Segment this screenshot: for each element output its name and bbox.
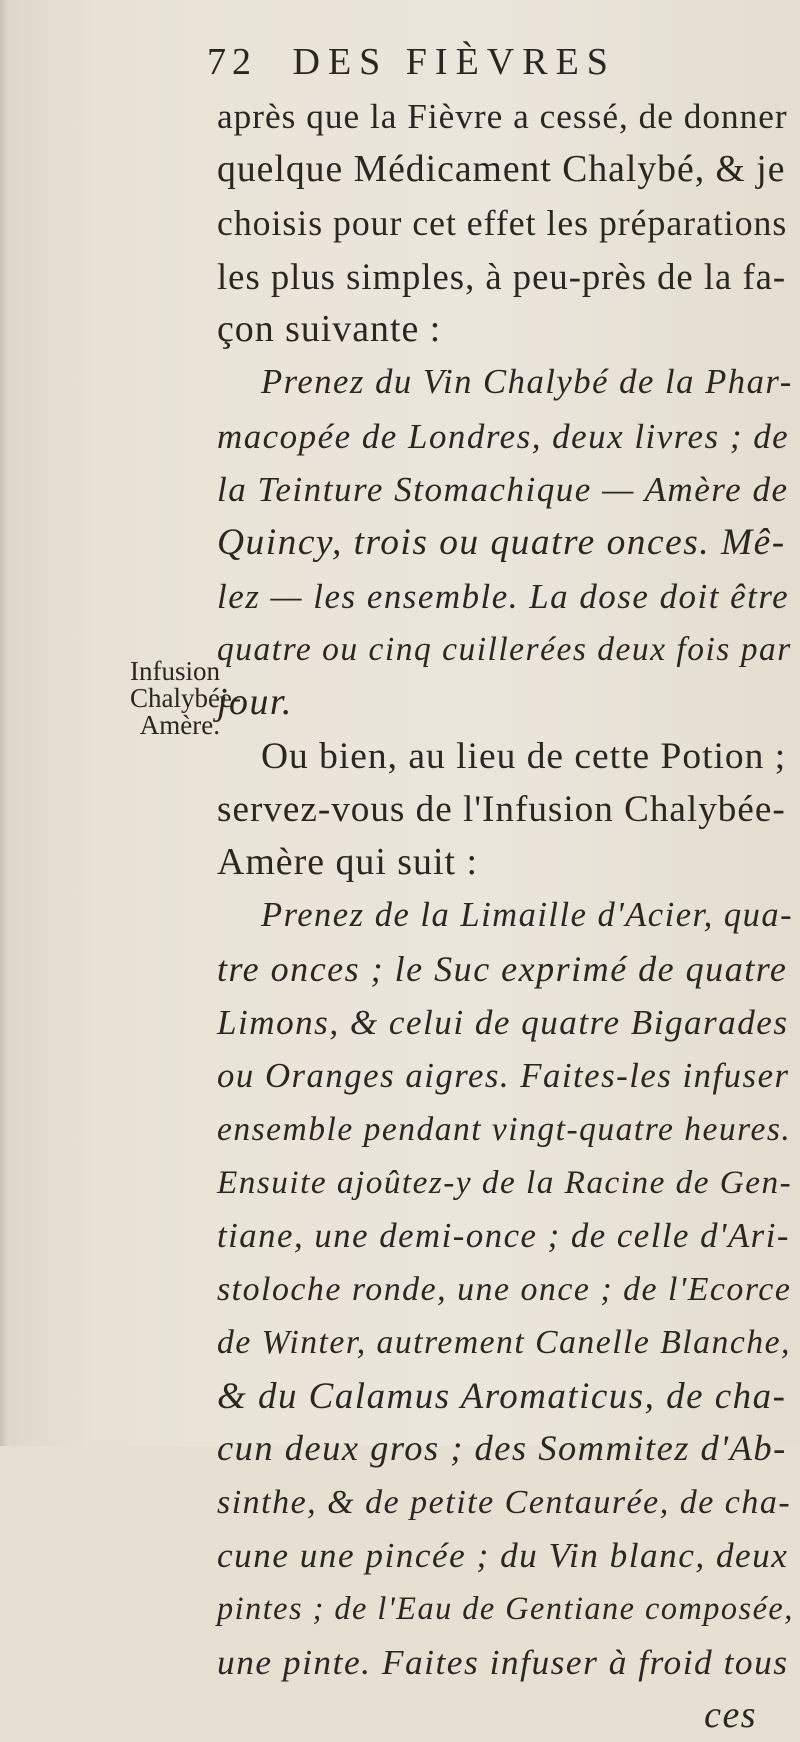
text-line: quatre ou cinq cuillerées deux fois par: [217, 630, 792, 668]
text-line: lez — les ensemble. La dose doit être: [217, 576, 790, 616]
text-line: ensemble pendant vingt-quatre heures.: [217, 1110, 792, 1148]
text-line: quelque Médicament Chalybé, & je: [217, 148, 786, 191]
running-head: DES FIÈVRES: [292, 41, 616, 83]
text-line: cun deux gros ; des Sommitez d'Ab-: [217, 1428, 787, 1469]
margin-note-line: Infusion: [130, 656, 220, 686]
text-line: & du Calamus Aromaticus, de cha-: [217, 1375, 787, 1417]
text-line: stoloche ronde, une once ; de l'Ecorce: [217, 1270, 792, 1308]
text-line: cune une pincée ; du Vin blanc, deux: [217, 1536, 789, 1576]
text-line: tre onces ; le Suc exprimé de quatre: [217, 948, 788, 989]
text-line: la Teinture Stomachique — Amère de: [217, 470, 789, 510]
margin-note: [130, 656, 241, 740]
text-line: Prenez du Vin Chalybé de la Phar-: [261, 363, 793, 402]
text-line: macopée de Londres, deux livres ; de: [217, 416, 790, 456]
page-header: [207, 40, 767, 84]
page-gutter: [0, 0, 10, 1446]
page-number: 72: [207, 41, 257, 83]
text-line: sinthe, & de petite Centaurée, de cha-: [217, 1483, 792, 1521]
body-text: [217, 90, 794, 1742]
text-line: Ensuite ajoûtez-y de la Racine de Gen-: [217, 1163, 793, 1201]
text-line: de Winter, autrement Canelle Blanche,: [217, 1323, 791, 1361]
text-line: les plus simples, à peu-près de la fa-: [217, 255, 787, 297]
text-line: Amère qui suit :: [217, 841, 478, 884]
catchword: ces: [704, 1693, 757, 1736]
text-line: après que la Fièvre a cessé, de donner: [217, 97, 788, 136]
text-line: Ou bien, au lieu de cette Potion ;: [261, 735, 787, 777]
margin-note-line: Amère.: [139, 710, 220, 740]
margin-note-line: Chalybée-: [130, 683, 241, 713]
text-line: servez-vous de l'Infusion Chalybée-: [217, 788, 786, 830]
text-line: Quincy, trois ou quatre onces. Mê-: [217, 522, 786, 564]
text-line: pintes ; de l'Eau de Gentiane composée,: [217, 1590, 794, 1627]
text-line: jour.: [217, 681, 293, 724]
text-line: ou Oranges aigres. Faites-les infuser: [217, 1056, 790, 1096]
text-line: tiane, une demi-once ; de celle d'Ari-: [217, 1216, 790, 1256]
text-line: Limons, & celui de quatre Bigarades: [217, 1003, 789, 1043]
text-line: Prenez de la Limaille d'Acier, qua-: [261, 896, 794, 935]
text-line: une pinte. Faites infuser à froid tous: [217, 1641, 789, 1682]
text-line: choisis pour cet effet les préparations: [217, 202, 788, 243]
text-line: çon suivante :: [217, 308, 442, 351]
